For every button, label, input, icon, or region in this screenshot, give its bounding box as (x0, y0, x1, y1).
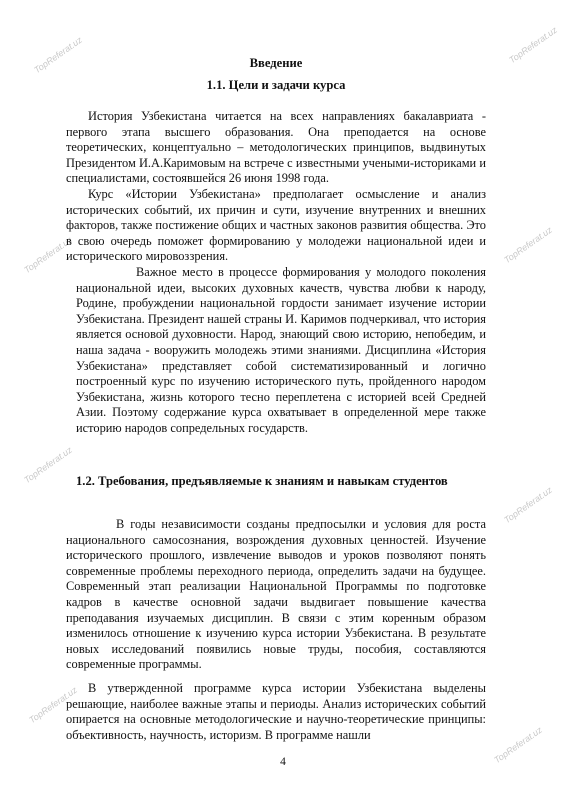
section1-title: 1.1. Цели и задачи курса (206, 78, 346, 92)
page-number: 4 (280, 756, 286, 768)
watermark: TopReferat.uz (27, 684, 79, 726)
watermark: TopReferat.uz (32, 34, 84, 76)
watermark: TopReferat.uz (502, 224, 554, 266)
watermark: TopReferat.uz (22, 234, 74, 276)
paragraph: В годы независимости созданы предпосылки и условия для роста национального самосознания, возрождения духовных ценностей. Изучение исторического прошлого, извлечение выводов и уроков позволяют понять современные проблемы переходного периода, определить задачи на будущее. Современный этап реализации Национальной Программы по подготовке кадров в качестве основной задачи выдвигает повышение качества преподавания изучаемых дисциплин. В связи с этим коренным образом изменилось отношение к изучению курса истории Узбекистана. В результате новых исследований появились новые труды, пособия, составляются современные программы. (66, 517, 486, 672)
watermark: TopReferat.uz (502, 484, 554, 526)
section1-body (66, 109, 486, 436)
watermark: TopReferat.uz (22, 444, 74, 486)
watermark: TopReferat.uz (507, 24, 559, 66)
paragraph: История Узбекистана читается на всех направлениях бакалавриата - первого этапа высшего образования. Она преподается на основе теоретических, концептуально – методологических принципов, выдвинутых Президентом И.А.Каримовым на встрече с известными учеными-историками и специалистами, состоявшейся 26 июня 1998 года. (66, 109, 486, 186)
document-heading: Введение (249, 56, 303, 70)
section2-body (66, 517, 486, 743)
paragraph: В утвержденной программе курса истории Узбекистана выделены решающие, наиболее важные этапы и периоды. Анализ исторических событий опирается на основные методологические и научно-теоретические принципы: объективность, научность, историзм. В программе нашли (66, 680, 486, 742)
paragraph: Важное место в процессе формирования у молодого поколения национальной идеи, высоких духовных качеств, чувства любви к народу, Родине, пробуждении национальной гордости занимает изучение истории Узбекистана. Президент нашей страны И. Каримов подчеркивал, что история является основой духовности. Народ, знающий свою историю, непобедим, и наша задача - вооружить молодежь этими знаниями. Дисциплина «История Узбекистана» представляет собой систематизированный и логично построенный курс по изучению исторического путь, пройденного народом Узбекистана, жизнь которого тесно переплетена с историей всей Средней Азии. Поэтому содержание курса охватывает в определенной мере также историю народов сопредельных государств. (76, 264, 486, 435)
section2-title: 1.2. Требования, предъявляемые к знаниям и навыкам студентов (76, 474, 448, 488)
paragraph: Курс «Истории Узбекистана» предполагает осмысление и анализ исторических событий, их причин и сути, изучение внутренних и внешних факторов, также постижение общих и частных законов развития общества. Это в свою очередь поможет формированию у молодежи национальной идеи и исторического мировоззрения. (66, 186, 486, 264)
watermark: TopReferat.uz (492, 724, 544, 766)
